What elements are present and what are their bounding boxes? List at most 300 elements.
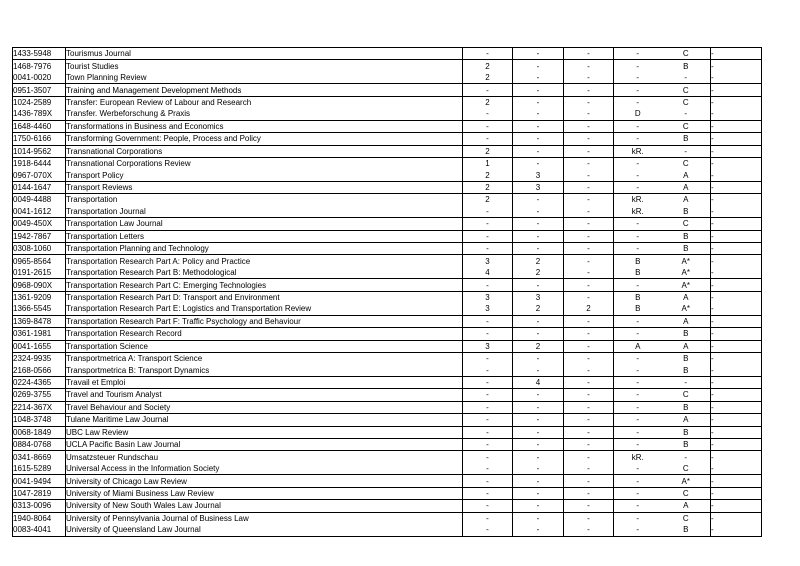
rating-cell-4: - xyxy=(614,157,662,169)
rating-cell-3: - xyxy=(564,267,614,279)
rating-cell-6: - xyxy=(711,72,762,84)
rating-cell-2: 2 xyxy=(513,303,564,315)
rating-cell-3: - xyxy=(564,243,614,255)
rating-cell-6: - xyxy=(711,512,762,524)
table-row xyxy=(13,181,762,193)
rating-cell-3: - xyxy=(564,60,614,72)
rating-cell-2: - xyxy=(513,133,564,145)
rating-cell-5: B xyxy=(662,206,711,218)
rating-cell-5: C xyxy=(662,389,711,401)
rating-cell-2: - xyxy=(513,194,564,206)
rating-cell-3: - xyxy=(564,206,614,218)
rating-cell-6: - xyxy=(711,255,762,267)
rating-cell-1: 3 xyxy=(463,303,513,315)
rating-cell-6: - xyxy=(711,389,762,401)
rating-cell-6: - xyxy=(711,243,762,255)
rating-cell-1: 3 xyxy=(463,255,513,267)
rating-cell-5: A* xyxy=(662,303,711,315)
rating-cell-6: - xyxy=(711,145,762,157)
rating-cell-3: - xyxy=(564,389,614,401)
journal-title-cell: Transportation Letters xyxy=(66,230,463,242)
rating-cell-4: B xyxy=(614,255,662,267)
rating-cell-1: 2 xyxy=(463,194,513,206)
rating-cell-2: 3 xyxy=(513,181,564,193)
rating-cell-5: C xyxy=(662,84,711,96)
rating-cell-1: 2 xyxy=(463,145,513,157)
rating-cell-6: - xyxy=(711,169,762,181)
rating-cell-3: - xyxy=(564,279,614,291)
rating-cell-1: - xyxy=(463,426,513,438)
journal-title-cell: Travail et Emploi xyxy=(66,376,463,388)
rating-cell-6: - xyxy=(711,157,762,169)
rating-cell-4: - xyxy=(614,439,662,451)
rating-cell-6: - xyxy=(711,315,762,327)
rating-cell-1: - xyxy=(463,376,513,388)
rating-cell-4: - xyxy=(614,230,662,242)
rating-cell-4: kR. xyxy=(614,206,662,218)
rating-cell-6: - xyxy=(711,206,762,218)
journal-title-cell: Transportation Science xyxy=(66,340,463,352)
rating-cell-4: - xyxy=(614,72,662,84)
rating-cell-4: - xyxy=(614,133,662,145)
rating-cell-1: - xyxy=(463,500,513,512)
table-row xyxy=(13,255,762,267)
rating-cell-3: - xyxy=(564,475,614,487)
journal-title-cell: Transportation Research Record xyxy=(66,328,463,340)
rating-cell-2: - xyxy=(513,414,564,426)
table-row xyxy=(13,145,762,157)
journal-title-cell: Transport Reviews xyxy=(66,181,463,193)
table-row xyxy=(13,218,762,230)
rating-cell-5: - xyxy=(662,376,711,388)
issn-cell: 0965-8564 xyxy=(13,255,66,267)
rating-cell-1: - xyxy=(463,243,513,255)
table-row xyxy=(13,340,762,352)
rating-cell-5: A* xyxy=(662,279,711,291)
rating-cell-1: - xyxy=(463,206,513,218)
rating-cell-4: kR. xyxy=(614,451,662,463)
rating-cell-3: - xyxy=(564,194,614,206)
journal-title-cell: Town Planning Review xyxy=(66,72,463,84)
rating-cell-1: 2 xyxy=(463,169,513,181)
table-row xyxy=(13,84,762,96)
journal-title-cell: Transportation Research Part E: Logistics and Transportation Review xyxy=(66,303,463,315)
rating-cell-5: C xyxy=(662,48,711,60)
rating-cell-6: - xyxy=(711,48,762,60)
rating-cell-5: A xyxy=(662,340,711,352)
rating-cell-4: - xyxy=(614,315,662,327)
rating-cell-1: - xyxy=(463,133,513,145)
rating-cell-2: - xyxy=(513,475,564,487)
rating-cell-5: B xyxy=(662,364,711,376)
table-row xyxy=(13,120,762,132)
rating-cell-6: - xyxy=(711,475,762,487)
rating-cell-5: C xyxy=(682,159,689,169)
rating-cell-4: - xyxy=(614,169,662,181)
rating-cell-3: - xyxy=(564,487,614,499)
rating-cell-3: - xyxy=(564,218,614,230)
rating-cell-1: - xyxy=(463,230,513,242)
table-row xyxy=(13,475,762,487)
rating-cell-5: C xyxy=(682,97,689,107)
table-row xyxy=(13,267,762,279)
journal-title-cell: University of Pennsylvania Journal of Business Law xyxy=(66,512,463,524)
rating-cell-5: B xyxy=(683,354,689,364)
issn-cell: 1361-9209 xyxy=(13,291,66,303)
rating-cell-1: - xyxy=(463,328,513,340)
journal-title-cell: UBC Law Review xyxy=(66,426,463,438)
rating-cell-2: - xyxy=(513,230,564,242)
rating-cell-4: - xyxy=(614,512,662,524)
rating-cell-4: - xyxy=(614,48,662,60)
table-row xyxy=(13,315,762,327)
journal-title-cell: Transportation Journal xyxy=(66,206,463,218)
rating-cell-3: - xyxy=(564,364,614,376)
rating-cell-2: - xyxy=(513,206,564,218)
rating-cell-6: - xyxy=(711,194,762,206)
table-row xyxy=(13,376,762,388)
rating-cell-5: B xyxy=(662,401,711,413)
issn-cell: 1014-9562 xyxy=(13,145,66,157)
rating-cell-6: - xyxy=(711,181,762,193)
rating-cell-4: - xyxy=(614,426,662,438)
rating-cell-6: - xyxy=(711,328,762,340)
rating-cell-2: - xyxy=(513,84,564,96)
rating-cell-5: - xyxy=(662,108,711,120)
rating-cell-2: - xyxy=(513,218,564,230)
journal-title-cell: Transformations in Business and Economics xyxy=(66,120,463,132)
rating-cell-5: A xyxy=(662,500,711,512)
journal-rows xyxy=(13,48,762,537)
rating-cell-5: B xyxy=(662,243,711,255)
rating-cell-6: - xyxy=(711,451,762,463)
rating-cell-5: - xyxy=(662,145,711,157)
issn-cell: 0041-1612 xyxy=(13,206,66,218)
rating-cell-2: - xyxy=(513,96,564,108)
rating-cell-1: - xyxy=(463,401,513,413)
rating-cell-6: - xyxy=(711,439,762,451)
rating-cell-6: - xyxy=(711,96,762,108)
issn-cell: 1940-8064 xyxy=(13,512,66,524)
rating-cell-6: - xyxy=(711,340,762,352)
rating-cell-2: - xyxy=(513,157,564,169)
rating-cell-5: A xyxy=(683,195,689,205)
issn-cell: 0269-3755 xyxy=(13,389,66,401)
journal-title-cell: Transnational Corporations Review xyxy=(66,157,463,169)
issn-cell: 0951-3507 xyxy=(13,84,66,96)
rating-cell-4: - xyxy=(614,376,662,388)
issn-cell: 0068-1849 xyxy=(13,426,66,438)
journal-title-cell: Transfer: European Review of Labour and Research xyxy=(66,96,463,108)
rating-cell-5: A xyxy=(662,181,711,193)
rating-cell-1: - xyxy=(463,512,513,524)
rating-cell-3: - xyxy=(564,120,614,132)
journal-title-cell: Transportation Research Part A: Policy and Practice xyxy=(66,255,463,267)
rating-cell-3: - xyxy=(564,328,614,340)
rating-cell-6: - xyxy=(711,376,762,388)
rating-cell-3: - xyxy=(564,291,614,303)
rating-cell-6: - xyxy=(711,487,762,499)
rating-cell-6: - xyxy=(711,463,762,475)
table-row xyxy=(13,451,762,463)
rating-cell-6: - xyxy=(711,84,762,96)
rating-cell-6: - xyxy=(711,524,762,536)
issn-cell: 0144-1647 xyxy=(13,181,66,193)
rating-cell-2: - xyxy=(513,328,564,340)
rating-cell-3: - xyxy=(564,108,614,120)
rating-cell-1: 4 xyxy=(463,267,513,279)
rating-cell-2: - xyxy=(513,426,564,438)
table-row xyxy=(13,194,762,206)
rating-cell-4: - xyxy=(614,218,662,230)
rating-cell-6: - xyxy=(711,500,762,512)
rating-cell-2: - xyxy=(513,463,564,475)
rating-cell-5: B xyxy=(662,230,711,242)
journal-title-cell: University of New South Wales Law Journal xyxy=(66,500,463,512)
rating-cell-5: B xyxy=(662,133,711,145)
rating-cell-3: - xyxy=(564,315,614,327)
rating-cell-3: - xyxy=(564,169,614,181)
rating-cell-3: - xyxy=(564,145,614,157)
table-row xyxy=(13,279,762,291)
table-row xyxy=(13,303,762,315)
rating-cell-6: - xyxy=(711,426,762,438)
table-row xyxy=(13,48,762,60)
journal-title-cell: Transportmetrica B: Transport Dynamics xyxy=(66,364,463,376)
rating-cell-6: - xyxy=(711,303,762,315)
journal-title-cell: Transfer. Werbeforschung & Praxis xyxy=(66,108,463,120)
table-row xyxy=(13,401,762,413)
rating-cell-1: - xyxy=(463,120,513,132)
rating-cell-4: - xyxy=(614,120,662,132)
rating-cell-2: - xyxy=(513,512,564,524)
rating-cell-1: 2 xyxy=(463,72,513,84)
rating-cell-6: - xyxy=(711,218,762,230)
table-row xyxy=(13,60,762,72)
rating-cell-5: C xyxy=(662,120,711,132)
journal-title-cell: Travel Behaviour and Society xyxy=(66,401,463,413)
journal-title-cell: Transportation Research Part C: Emerging Technologies xyxy=(66,279,463,291)
issn-cell: 0049-4488 xyxy=(13,194,66,206)
journal-title-cell: Transport Policy xyxy=(66,169,463,181)
rating-cell-4: B xyxy=(614,303,662,315)
rating-cell-5: A xyxy=(662,315,711,327)
rating-cell-4: - xyxy=(614,243,662,255)
rating-cell-2: - xyxy=(513,389,564,401)
rating-cell-1: 2 xyxy=(463,60,513,72)
issn-cell: 0083-4041 xyxy=(13,524,66,536)
journal-title-cell: University of Miami Business Law Review xyxy=(66,487,463,499)
journal-title-cell: University of Chicago Law Review xyxy=(66,475,463,487)
rating-cell-1: 2 xyxy=(463,181,513,193)
table-row xyxy=(13,524,762,536)
rating-cell-1: - xyxy=(463,48,513,60)
rating-cell-2: - xyxy=(513,500,564,512)
journal-title-cell: Universal Access in the Information Society xyxy=(66,463,463,475)
rating-cell-5: A* xyxy=(662,475,711,487)
rating-cell-5: A* xyxy=(662,267,711,279)
rating-cell-2: - xyxy=(513,451,564,463)
table-row xyxy=(13,133,762,145)
rating-cell-2: - xyxy=(513,439,564,451)
table-row xyxy=(13,291,762,303)
rating-cell-4: - xyxy=(614,487,662,499)
issn-cell: 0968-090X xyxy=(13,279,66,291)
rating-cell-5: B xyxy=(662,426,711,438)
journal-title-cell: Tulane Maritime Law Journal xyxy=(66,414,463,426)
rating-cell-1: - xyxy=(463,352,513,364)
rating-cell-5: B xyxy=(662,439,711,451)
rating-cell-6: - xyxy=(711,279,762,291)
rating-cell-2: 4 xyxy=(513,376,564,388)
rating-cell-1: - xyxy=(463,84,513,96)
table-row xyxy=(13,328,762,340)
rating-cell-4: - xyxy=(614,364,662,376)
rating-cell-3: - xyxy=(564,72,614,84)
journal-title-cell: Transportation xyxy=(66,194,463,206)
issn-cell: 2168-0566 xyxy=(13,364,66,376)
table-row xyxy=(13,426,762,438)
issn-cell: 0191-2615 xyxy=(13,267,66,279)
rating-cell-2: 2 xyxy=(513,255,564,267)
rating-cell-3: - xyxy=(564,439,614,451)
table-row xyxy=(13,389,762,401)
rating-cell-3: - xyxy=(564,181,614,193)
rating-cell-5: C xyxy=(662,463,711,475)
rating-cell-4: - xyxy=(614,352,662,364)
journal-title-cell: Travel and Tourism Analyst xyxy=(66,389,463,401)
rating-cell-3: - xyxy=(564,133,614,145)
rating-cell-1: 1 xyxy=(463,157,513,169)
rating-cell-5: A xyxy=(662,169,711,181)
rating-cell-3: - xyxy=(564,524,614,536)
rating-cell-2: - xyxy=(513,315,564,327)
rating-cell-5: A xyxy=(683,292,689,302)
issn-cell: 1369-8478 xyxy=(13,315,66,327)
rating-cell-5: A* xyxy=(681,256,690,266)
rating-cell-1: - xyxy=(463,414,513,426)
rating-cell-1: 2 xyxy=(463,96,513,108)
rating-cell-6: - xyxy=(711,364,762,376)
issn-cell: 2324-9935 xyxy=(13,352,66,364)
journal-title-cell: Tourist Studies xyxy=(66,60,463,72)
rating-cell-4: - xyxy=(614,463,662,475)
rating-cell-4: - xyxy=(614,60,662,72)
journal-title-cell: University of Queensland Law Journal xyxy=(66,524,463,536)
journal-title-cell: Transnational Corporations xyxy=(66,145,463,157)
issn-cell: 2214-367X xyxy=(13,401,66,413)
rating-cell-4: - xyxy=(614,500,662,512)
rating-cell-1: 3 xyxy=(463,340,513,352)
rating-cell-3: - xyxy=(564,48,614,60)
issn-cell: 1648-4460 xyxy=(13,120,66,132)
table-row xyxy=(13,230,762,242)
journal-title-cell: Transportation Law Journal xyxy=(66,218,463,230)
rating-cell-1: - xyxy=(463,389,513,401)
issn-cell: 0361-1981 xyxy=(13,328,66,340)
rating-cell-3: - xyxy=(564,255,614,267)
rating-cell-4: - xyxy=(614,389,662,401)
rating-cell-2: - xyxy=(513,120,564,132)
rating-cell-6: - xyxy=(711,414,762,426)
rating-cell-4: kR. xyxy=(614,194,662,206)
rating-cell-1: - xyxy=(463,279,513,291)
issn-cell: 0041-1655 xyxy=(13,340,66,352)
table-row xyxy=(13,206,762,218)
journal-title-cell: Training and Management Development Methods xyxy=(66,84,463,96)
table-row xyxy=(13,169,762,181)
rating-cell-4: kR. xyxy=(614,145,662,157)
issn-cell: 1047-2819 xyxy=(13,487,66,499)
table-row xyxy=(13,463,762,475)
rating-cell-3: - xyxy=(564,230,614,242)
rating-cell-4: - xyxy=(614,414,662,426)
rating-cell-5: C xyxy=(662,487,711,499)
rating-cell-4: - xyxy=(614,328,662,340)
rating-cell-5: B xyxy=(662,328,711,340)
table-row xyxy=(13,439,762,451)
table-row xyxy=(13,108,762,120)
rating-cell-2: 3 xyxy=(513,291,564,303)
rating-cell-4: - xyxy=(614,475,662,487)
rating-cell-2: - xyxy=(513,524,564,536)
table-row xyxy=(13,352,762,364)
rating-cell-1: - xyxy=(463,108,513,120)
rating-cell-2: - xyxy=(513,60,564,72)
rating-cell-2: - xyxy=(513,145,564,157)
rating-cell-3: 2 xyxy=(564,303,614,315)
rating-cell-2: - xyxy=(513,352,564,364)
issn-cell: 0041-0020 xyxy=(13,72,66,84)
rating-cell-2: 2 xyxy=(513,340,564,352)
rating-cell-6: - xyxy=(711,120,762,132)
issn-cell: 1048-3748 xyxy=(13,414,66,426)
rating-cell-5: A xyxy=(662,414,711,426)
rating-cell-1: - xyxy=(463,218,513,230)
table-row xyxy=(13,364,762,376)
issn-cell: 0049-450X xyxy=(13,218,66,230)
rating-cell-3: - xyxy=(564,352,614,364)
rating-cell-2: - xyxy=(513,279,564,291)
rating-cell-3: - xyxy=(564,340,614,352)
journal-title-cell: Tourismus Journal xyxy=(66,48,463,60)
rating-cell-1: - xyxy=(463,315,513,327)
rating-cell-5: B xyxy=(662,524,711,536)
journal-rating-table xyxy=(12,47,762,537)
issn-cell: 1750-6166 xyxy=(13,133,66,145)
journal-title-cell: UCLA Pacific Basin Law Journal xyxy=(66,439,463,451)
rating-cell-5: C xyxy=(682,513,689,523)
rating-cell-2: - xyxy=(513,364,564,376)
issn-cell: 0224-4365 xyxy=(13,376,66,388)
issn-cell: 1918-6444 xyxy=(13,157,66,169)
rating-cell-4: - xyxy=(614,181,662,193)
rating-cell-3: - xyxy=(564,96,614,108)
rating-cell-6: - xyxy=(711,291,762,303)
rating-cell-6: - xyxy=(711,230,762,242)
rating-cell-6: - xyxy=(711,267,762,279)
journal-title-cell: Transportation Research Part B: Methodological xyxy=(66,267,463,279)
journal-title-cell: Transportation Research Part D: Transport and Environment xyxy=(66,291,463,303)
table-row xyxy=(13,414,762,426)
rating-cell-3: - xyxy=(564,376,614,388)
journal-title-cell: Transportmetrica A: Transport Science xyxy=(66,352,463,364)
issn-cell: 0884-0768 xyxy=(13,439,66,451)
rating-cell-4: B xyxy=(614,267,662,279)
rating-cell-4: - xyxy=(614,524,662,536)
rating-cell-2: - xyxy=(513,72,564,84)
issn-cell: 0967-070X xyxy=(13,169,66,181)
